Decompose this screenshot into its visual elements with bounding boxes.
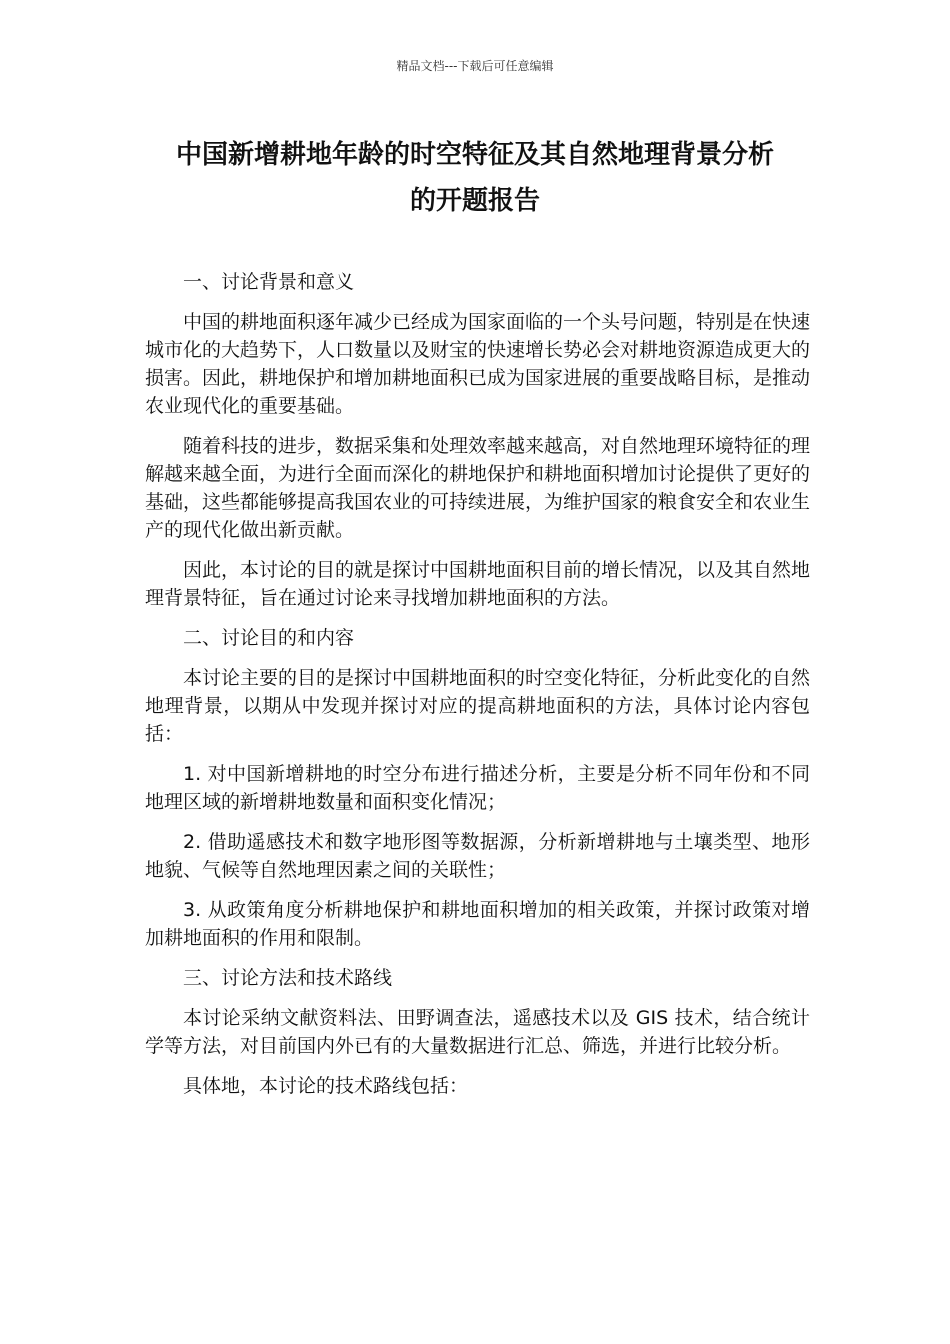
title-line-2: 的开题报告 bbox=[409, 186, 540, 216]
paragraph: 具体地，本讨论的技术路线包括： bbox=[183, 1075, 469, 1097]
list-item: 1. 对中国新增耕地的时空分布进行描述分析，主要是分析不同年份和不同地理区域的新增耕地数量和面积变化情况； bbox=[145, 763, 810, 813]
paragraph: 中国的耕地面积逐年减少已经成为国家面临的一个头号问题，特别是在快速城市化的大趋势下，人口数量以及财宝的快速增长势必会对耕地资源造成更大的损害。因此，耕地保护和增加耕地面积已成为国家进展的重要战略目标，是推动农业现代化的重要基础。 bbox=[145, 311, 811, 417]
section-heading-methods: 三、讨论方法和技术路线 bbox=[183, 967, 393, 989]
document-title bbox=[100, 132, 850, 224]
section-heading-objectives: 二、讨论目的和内容 bbox=[183, 627, 355, 649]
document-body bbox=[145, 268, 810, 1112]
title-line-1: 中国新增耕地年龄的时空特征及其自然地理背景分析 bbox=[175, 140, 774, 170]
paragraph: 随着科技的进步，数据采集和处理效率越来越高，对自然地理环境特征的理解越来越全面，为进行全面而深化的耕地保护和耕地面积增加讨论提供了更好的基础，这些都能够提高我国农业的可持续进展，为维护国家的粮食安全和农业生产的现代化做出新贡献。 bbox=[145, 435, 811, 541]
paragraph: 本讨论主要的目的是探讨中国耕地面积的时空变化特征，分析此变化的自然地理背景，以期从中发现并探讨对应的提高耕地面积的方法，具体讨论内容包括： bbox=[145, 667, 811, 745]
section-heading-background: 一、讨论背景和意义 bbox=[183, 271, 355, 293]
page-header: 精品文档---下载后可任意编辑 bbox=[396, 59, 554, 73]
paragraph: 因此，本讨论的目的就是探讨中国耕地面积目前的增长情况，以及其自然地理背景特征，旨在通过讨论来寻找增加耕地面积的方法。 bbox=[145, 559, 811, 609]
paragraph: 本讨论采纳文献资料法、田野调查法，遥感技术以及 GIS 技术，结合统计学等方法，对目前国内外已有的大量数据进行汇总、筛选，并进行比较分析。 bbox=[145, 1007, 810, 1057]
list-item: 2. 借助遥感技术和数字地形图等数据源，分析新增耕地与土壤类型、地形地貌、气候等自然地理因素之间的关联性； bbox=[145, 831, 810, 881]
list-item: 3. 从政策角度分析耕地保护和耕地面积增加的相关政策，并探讨政策对增加耕地面积的作用和限制。 bbox=[145, 899, 810, 949]
